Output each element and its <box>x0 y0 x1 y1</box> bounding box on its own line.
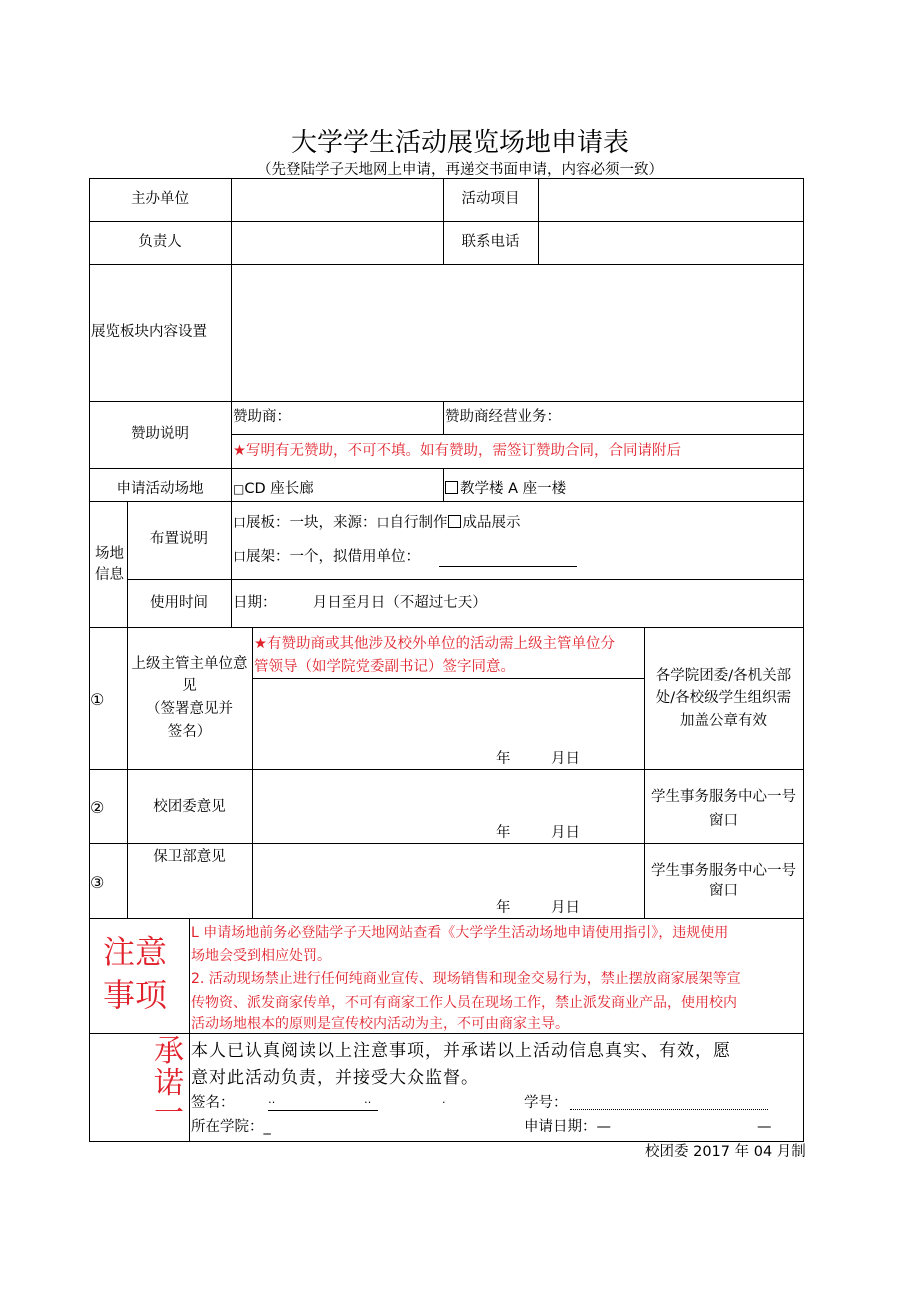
row3-right-2: 窗口 <box>709 883 738 899</box>
row3-opinion-field[interactable] <box>254 845 643 917</box>
person-label: 负责人 <box>138 234 182 250</box>
row2-label: 校团委意见 <box>153 799 226 815</box>
venue-option-cd-label: CD 座长廊 <box>244 481 314 497</box>
row1-right-1: 各学院团委/各机关部 <box>655 668 792 684</box>
row3-number: ③ <box>90 873 105 892</box>
pledge-text-2: 意对此活动负责，并接受大众监督。 <box>191 1068 479 1088</box>
row1-right-3: 加盖公章有效 <box>680 713 767 729</box>
exhibition-label: 展览板块内容设置 <box>91 324 207 340</box>
stand-line <box>233 549 420 566</box>
board-opt2-label: 成品展示 <box>462 515 521 531</box>
pledge-label-3: 一 <box>154 1096 184 1119</box>
sponsor-field[interactable]: 赞助商： <box>233 409 291 425</box>
exhibition-field[interactable] <box>233 266 802 400</box>
board-opt2-checkbox[interactable] <box>448 515 461 528</box>
row2-year: 年 <box>496 825 511 841</box>
board-opt1-label: 自行制作 <box>389 515 448 531</box>
sign-field[interactable] <box>268 1110 378 1111</box>
notice-label-2: 事项 <box>103 976 168 1014</box>
notice-line-5: 活动场地根本的原则是宣传校内活动为主，不可由商家主导。 <box>191 1016 569 1032</box>
sign-dots-end: ‥ <box>364 1093 372 1106</box>
notice-line-3: 2. 活动现场禁止进行任何纯商业宣传、现场销售和现金交易行为，禁止摆放商家展架等宣 <box>191 971 741 987</box>
page-subtitle: （先登陆学子天地网上申请，再递交书面申请，内容必须一致） <box>257 162 663 178</box>
row2-number: ② <box>90 798 105 817</box>
board-checkbox[interactable]: 口 <box>233 516 247 531</box>
row3-right-1: 学生事务服务中心一号 <box>651 863 796 879</box>
row2-right-1: 学生事务服务中心一号 <box>651 789 796 805</box>
college-label[interactable]: 所在学院：_ <box>191 1119 271 1135</box>
row1-note-2: 管领导（如学院党委副书记）签字同意。 <box>254 659 515 675</box>
phone-field[interactable] <box>540 223 802 263</box>
row3-label: 保卫部意见 <box>153 849 226 865</box>
organizer-field[interactable] <box>233 180 441 220</box>
board-opt1-checkbox[interactable]: 口 <box>376 516 390 531</box>
site-info-label-1: 场地 <box>95 546 124 562</box>
footer-credit: 校团委 2017 年 04 月制 <box>645 1144 806 1160</box>
row1-label-3: （签署意见并 <box>146 701 233 717</box>
row2-opinion-field[interactable] <box>254 771 643 842</box>
row1-opinion-field[interactable] <box>254 680 643 768</box>
row1-year: 年 <box>496 751 511 767</box>
sponsor-note: ★写明有无赞助，不可不填。如有赞助，需签订赞助合同，合同请附后 <box>233 443 681 459</box>
stand-checkbox[interactable]: 口 <box>233 550 247 565</box>
student-id-label: 学号： <box>524 1095 568 1111</box>
date-label[interactable]: 申请日期：— <box>524 1119 611 1135</box>
pledge-text-1: 本人已认真阅读以上注意事项，并承诺以上活动信息真实、有效，愿 <box>191 1041 731 1061</box>
sign-dot: . <box>442 1093 446 1106</box>
row1-note-1: ★有赞助商或其他涉及校外单位的活动需上级主管单位分 <box>254 636 615 652</box>
stand-text: 展架：一个，拟借用单位： <box>246 549 421 565</box>
pledge-label-1: 承 <box>154 1034 184 1069</box>
board-text: 展板：一块，来源： <box>246 515 377 531</box>
activity-label: 活动项目 <box>461 191 520 207</box>
checkbox-icon <box>445 481 458 494</box>
notice-label-1: 注意 <box>103 933 168 971</box>
sponsor-business-field[interactable]: 赞助商经营业务： <box>445 409 561 425</box>
sign-dots-start: ‥ <box>268 1093 276 1106</box>
layout-label: 布置说明 <box>150 531 208 547</box>
row1-number: ① <box>90 690 105 709</box>
date-end: — <box>757 1119 772 1135</box>
row1-label-1: 上级主管主单位意 <box>131 656 248 672</box>
venue-option-cd[interactable] <box>233 481 314 498</box>
activity-field[interactable] <box>540 180 802 220</box>
pledge-label-2: 诺 <box>154 1066 184 1101</box>
board-line <box>233 515 521 532</box>
sign-label: 签名： <box>191 1095 235 1111</box>
row1-right-2: 处/各校级学生组织需 <box>655 690 792 706</box>
row1-label-4: 签名） <box>167 724 212 740</box>
row2-right-2: 窗口 <box>709 813 738 829</box>
site-info-label-2: 信息 <box>95 567 124 583</box>
student-id-field[interactable] <box>570 1109 768 1110</box>
venue-option-a-label: 教学楼 A 座一楼 <box>460 481 567 497</box>
notice-line-4: 传物资、派发商家传单，不可有商家工作人员在现场工作，禁止派发商业产品，使用校内 <box>191 995 737 1011</box>
notice-line-2: 场地会受到相应处罚。 <box>191 948 331 964</box>
row2-monthday: 月日 <box>551 825 580 841</box>
row3-year: 年 <box>496 900 511 916</box>
row1-label-2: 见 <box>182 678 197 694</box>
organizer-label: 主办单位 <box>131 191 189 207</box>
page-title: 大学学生活动展览场地申请表 <box>290 128 629 158</box>
venue-label: 申请活动场地 <box>116 481 204 497</box>
sponsor-label: 赞助说明 <box>131 426 189 442</box>
time-value[interactable]: 日期： 月日至月日（不超过七天） <box>233 595 487 611</box>
stand-unit-underline[interactable] <box>439 566 577 567</box>
person-field[interactable] <box>233 223 441 263</box>
venue-option-a[interactable] <box>445 481 566 498</box>
phone-label: 联系电话 <box>461 234 520 250</box>
notice-line-1: L 申请场地前务必登陆学子天地网站查看《大学学生活动场地申请使用指引》，违规使用 <box>191 925 729 941</box>
checkbox-icon: □ <box>233 482 245 496</box>
row1-monthday: 月日 <box>551 751 580 767</box>
time-label: 使用时间 <box>150 595 208 611</box>
row3-monthday: 月日 <box>551 900 580 916</box>
